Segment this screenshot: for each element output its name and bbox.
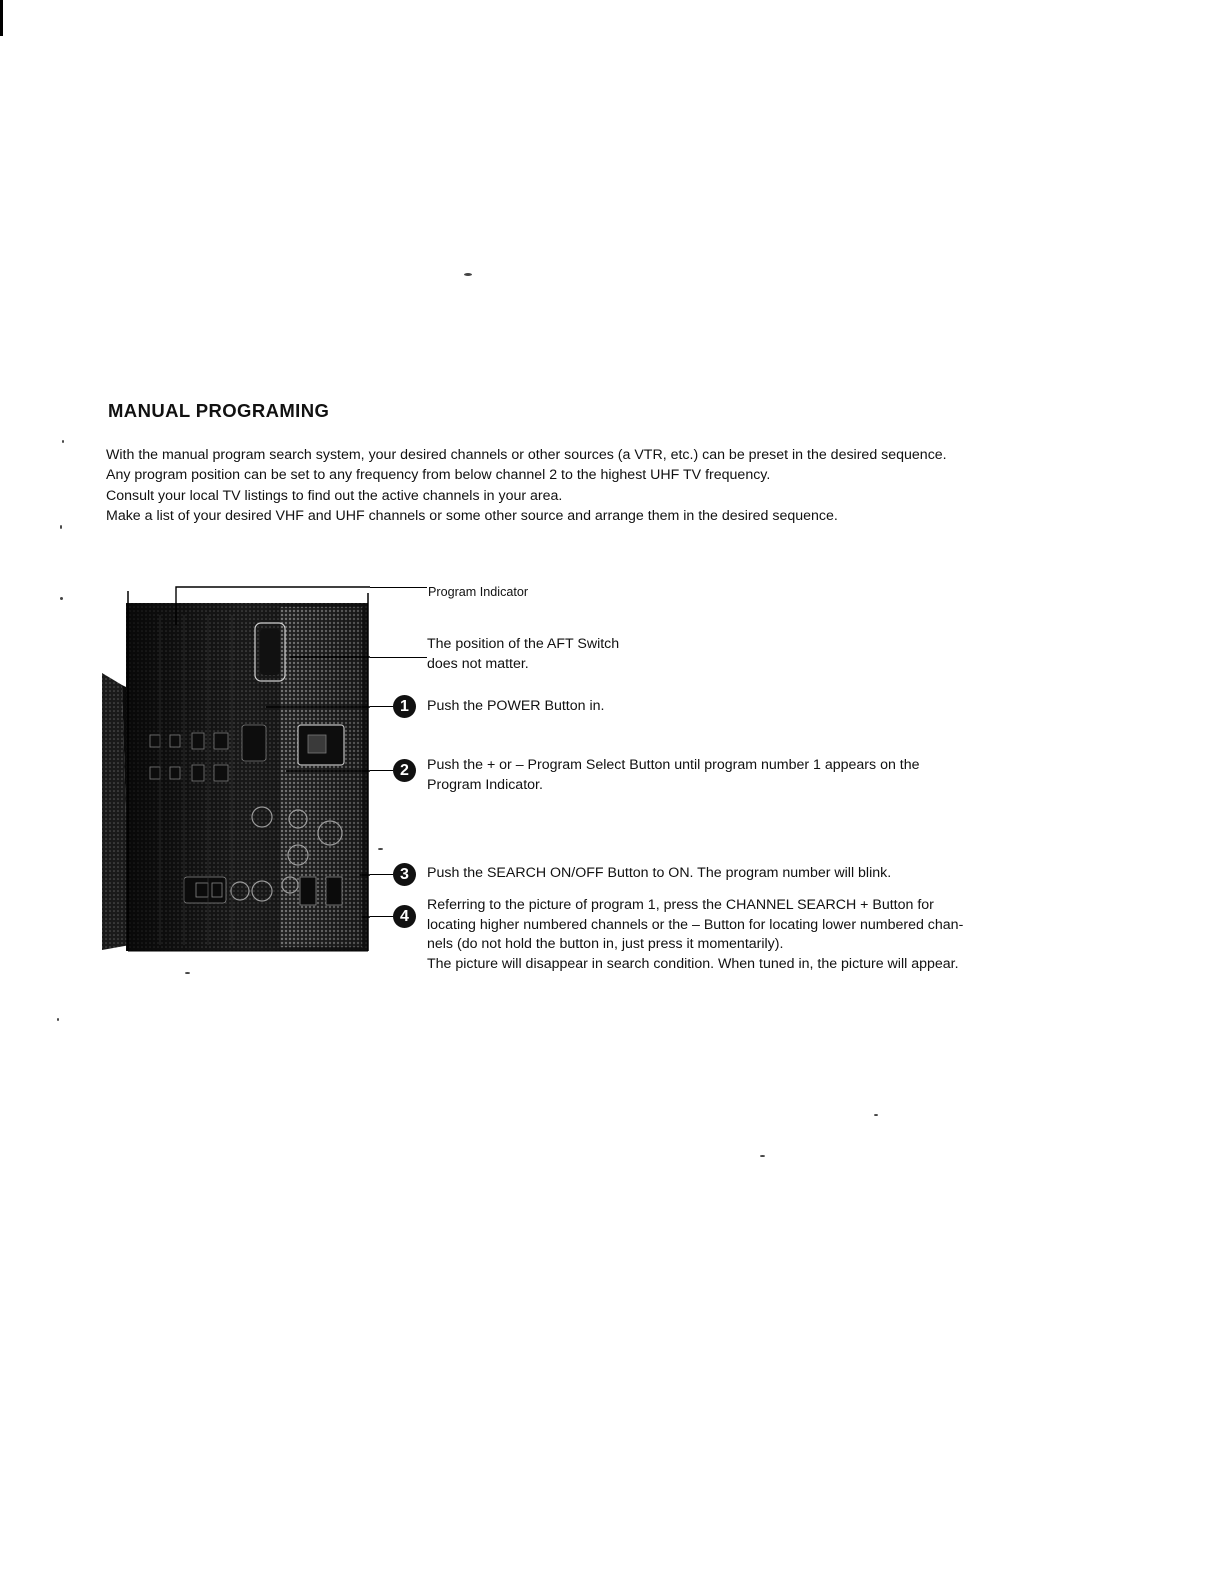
step-line: Push the POWER Button in. <box>427 698 605 714</box>
intro-line: Any program position can be set to any frequency from below channel 2 to the highest UHF TV frequency. <box>106 467 771 484</box>
scan-speck <box>464 273 472 276</box>
scan-speck <box>874 1114 878 1116</box>
aft-note-line: The position of the AFT Switch <box>427 636 620 652</box>
step-line: nels (do not hold the button in, just press it momentarily). <box>427 936 784 952</box>
step-line: locating higher numbered channels or the – Button for locating lower numbered chan- <box>427 916 964 933</box>
scan-speck <box>62 440 64 443</box>
power-button-area <box>242 725 266 761</box>
step-number-badge: 3 <box>393 863 416 886</box>
leader-line <box>370 587 427 588</box>
step-line: Push the SEARCH ON/OFF Button to ON. The program number will blink. <box>427 865 892 881</box>
leader-line <box>370 916 393 917</box>
step-line: The picture will disappear in search condition. When tuned in, the picture will appear. <box>427 955 959 972</box>
step-line: Push the + or – Program Select Button until program number 1 appears on the <box>427 757 920 773</box>
intro-line: Consult your local TV listings to find out the active channels in your area. <box>106 487 563 504</box>
scan-speck <box>760 1155 765 1157</box>
scan-speck <box>60 597 63 600</box>
scan-speck <box>60 525 62 529</box>
step-line: Program Indicator. <box>427 776 543 793</box>
leader-line <box>370 874 393 875</box>
step-number-badge: 4 <box>393 905 416 928</box>
intro-line: Make a list of your desired VHF and UHF channels or some other source and arrange them in the desired sequence. <box>106 507 838 524</box>
leader-line <box>370 706 393 707</box>
page-heading: MANUAL PROGRAMING <box>108 400 330 421</box>
step-4-text <box>427 896 963 974</box>
aft-switch-note <box>427 635 619 674</box>
scan-speck <box>57 1018 59 1021</box>
leader-line <box>370 657 427 658</box>
step-line: Referring to the picture of program 1, press the CHANNEL SEARCH + Button for <box>427 897 934 913</box>
aft-note-line: does not matter. <box>427 655 529 672</box>
intro-paragraph <box>106 445 1166 526</box>
step-1-text <box>427 697 604 717</box>
step-number-badge: 1 <box>393 695 416 718</box>
scan-speck <box>185 972 190 974</box>
step-3-text <box>427 864 891 884</box>
step-2-text <box>427 756 920 795</box>
step-number-badge: 2 <box>393 759 416 782</box>
leader-line <box>370 770 393 771</box>
program-indicator-label: Program Indicator <box>428 585 529 599</box>
scan-speck <box>378 848 383 850</box>
control-panel-photo <box>100 585 370 955</box>
scan-edge-mark <box>0 0 3 36</box>
intro-line: With the manual program search system, your desired channels or other sources (a VTR, etc.) can be preset in the desired sequence. <box>106 447 947 463</box>
